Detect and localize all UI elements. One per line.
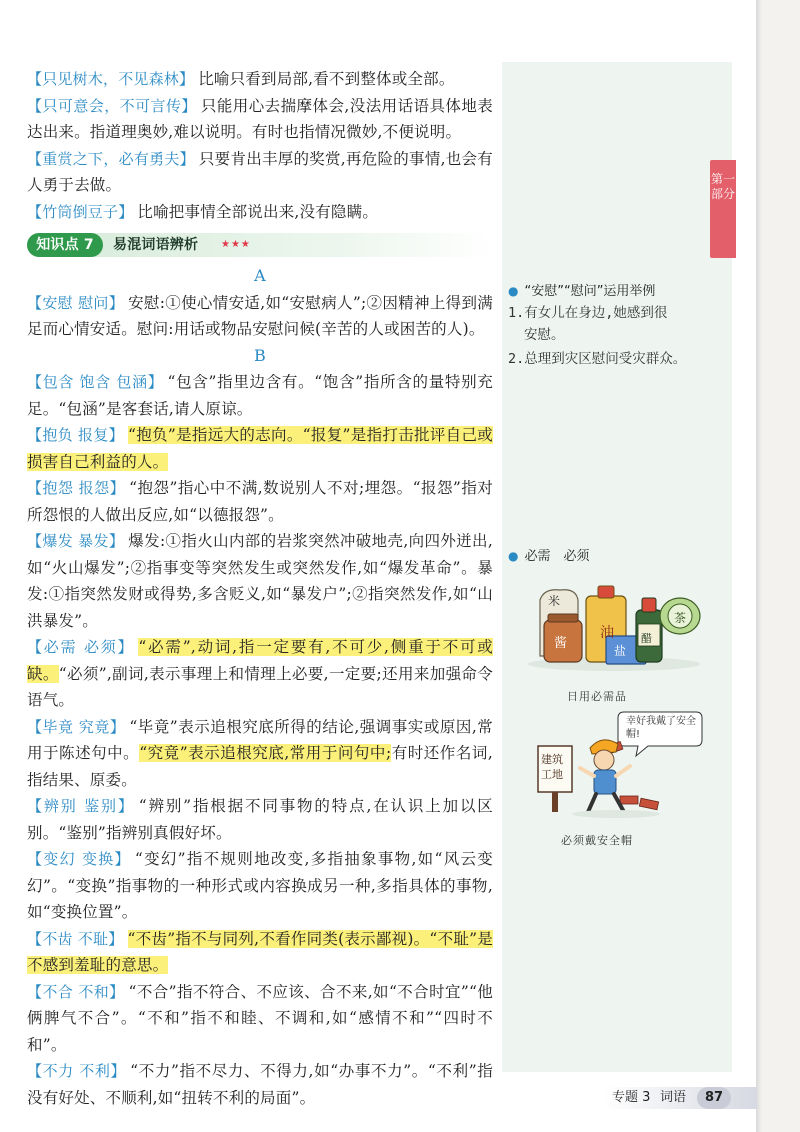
page-number: 87 — [697, 1087, 731, 1109]
bullet-icon: ● — [508, 284, 519, 298]
bullet-icon: ● — [508, 549, 519, 563]
speech-bubble-text: 幸好我戴了安全帽! — [626, 716, 696, 740]
entry-baoyuan — [27, 475, 493, 528]
entry-buhe — [27, 979, 493, 1059]
entry-text: 只能用心去揣摩体会,没法用话语具体地表达出来。指道理奥妙,难以说明。有时也指情况微妙,不便说明。 — [27, 96, 494, 141]
note-bixu-title — [508, 545, 590, 564]
label-rice: 米 — [548, 594, 562, 608]
entry-term: 【安慰 慰问】 — [27, 293, 125, 312]
entry-term: 【不齿 不耻】 — [27, 929, 124, 948]
entry-term: 【辨别 鉴别】 — [27, 797, 135, 815]
section-tab: 第一部分 — [710, 160, 736, 258]
entry-text: 比喻只看到局部,看不到整体或全部。 — [198, 70, 455, 88]
entry-term: 【重赏之下，必有勇夫】 — [27, 149, 195, 168]
entry-buli — [27, 1058, 493, 1111]
page-edge — [756, 0, 762, 1132]
entry-text: 只要肯出丰厚的奖赏,再危险的事情,也会有人勇于去做。 — [27, 149, 494, 194]
entry-bijing — [27, 714, 493, 794]
note-title-text: 必需 必须 — [524, 549, 590, 564]
entry-text: 安慰:①使心情安适,如“安慰病人”;②因精神上得到满足而心情安适。慰问:用话或物品安慰问候(辛苦的人或困苦的人)。 — [27, 293, 494, 338]
note-line: 2.总理到灾区慰问受灾群众。 — [508, 351, 687, 367]
entry-bianhuan — [27, 846, 493, 926]
knowledge-point-title: 易混词语辨析 — [113, 237, 199, 253]
label-vinegar: 醋 — [641, 632, 653, 645]
entry-text: “毕竟”表示追根究底所得的结论,强调事实或原因,常用于陈述句中。 — [27, 717, 493, 762]
section-letter-a: A — [254, 266, 266, 285]
entry-anwei — [27, 290, 493, 343]
entry-baofa — [27, 528, 493, 634]
label-tea: 茶 — [674, 611, 688, 625]
entry-zhike — [27, 93, 493, 146]
section-letter-b: B — [254, 345, 266, 365]
highlighted-text: “必需”,动词,指一定要有,不可少,侧重于不可或缺。 — [27, 638, 494, 683]
entry-term: 【变幻 变换】 — [27, 850, 131, 868]
entry-bianbie — [27, 793, 493, 846]
entry-baohan — [27, 369, 493, 422]
entry-text: “变幻”指不规则地改变,多指抽象事物,如“风云变幻”。“变换”指事物的一种形式或内容换成另一种,多指具体的事物,如“变换位置”。 — [27, 850, 493, 921]
label-oil: 油 — [600, 625, 615, 641]
knowledge-point-tag: 知识点 7 — [27, 233, 103, 257]
footer-topic-title: 词语 — [660, 1090, 687, 1105]
entry-text: 爆发:①指火山内部的岩浆突然冲破地壳,向四外迸出,如“火山爆发”;②指事变等突然发生或突然发作,如“爆发革命”。暴发:①指突然发财或得势,多含贬义,如“暴发户”;②指突然发作,如“山洪暴发”。 — [27, 532, 494, 630]
entry-term: 【不合 不和】 — [27, 982, 125, 1001]
note-anwei-title — [508, 280, 655, 299]
entry-text: 有时还作名词,指结果、原委。 — [27, 744, 493, 789]
entry-term: 【竹筒倒豆子】 — [27, 202, 134, 221]
entry-term: 【抱怨 报怨】 — [27, 479, 126, 497]
note-line: 1.有女儿在身边,她感到很 — [508, 305, 668, 321]
entry-text: “不合”指不符合、不应该、合不来,如“不合时宜”“他俩脾气不合”。“不和”指不和睦、不调和,如“感情不和”“四时不和”。 — [27, 982, 494, 1054]
entry-zhijian — [27, 66, 493, 93]
entry-text: “抱怨”指心中不满,数说别人不对;埋怨。“报怨”指对所怨恨的人做出反应,如“以德报怨”。 — [27, 479, 493, 524]
entry-term: 【包含 饱含 包涵】 — [27, 373, 164, 391]
note-title-text: “安慰”“慰问”运用举例 — [524, 284, 656, 299]
entry-baofu — [27, 422, 493, 475]
highlighted-text: “不齿”指不与同列,不看作同类(表示鄙视)。“不耻”是不感到羞耻的意思。 — [27, 929, 493, 974]
entry-term: 【不力 不利】 — [27, 1062, 127, 1080]
figure-caption: 日用必需品 — [567, 690, 627, 703]
entry-text: “不力”指不尽力、不得力,如“办事不力”。“不利”指没有好处、不顺利,如“扭转不利的局面”。 — [27, 1062, 493, 1107]
entry-term: 【抱负 报复】 — [27, 426, 124, 444]
highlighted-text: “抱负”是指远大的志向。“报复”是指打击批评自己或损害自己利益的人。 — [27, 426, 494, 471]
entry-text: 比喻把事情全部说出来,没有隐瞒。 — [137, 202, 379, 221]
entry-zhutong — [27, 199, 493, 226]
entry-term: 【爆发 暴发】 — [27, 532, 125, 550]
highlighted-text: “究竟”表示追根究底,常用于问句中; — [139, 744, 392, 762]
entry-bixu — [27, 634, 493, 714]
entry-text: “辨别”指根据不同事物的特点,在认识上加以区别。“鉴别”指辨别真假好坏。 — [27, 797, 494, 842]
label-salt: 盐 — [614, 644, 628, 658]
entry-term: 【只见树木，不见森林】 — [27, 70, 195, 88]
entry-buchi — [27, 926, 493, 979]
knowledge-point-header — [27, 233, 493, 257]
entry-zhongshang — [27, 146, 493, 199]
entry-text: “包含”指里边含有。“饱含”指所含的量特别充足。“包涵”是客套话,请人原谅。 — [27, 373, 493, 418]
note-line: 安慰。 — [524, 327, 565, 343]
entry-text: “必须”,副词,表示事理上和情理上必要,一定要;还用来加强命令语气。 — [27, 664, 493, 709]
entry-term: 【必需 必须】 — [27, 638, 135, 656]
footer-topic: 专题 3 — [612, 1090, 651, 1105]
figure-caption: 必须戴安全帽 — [561, 834, 633, 847]
sidebar-panel — [502, 62, 732, 1072]
entry-term: 【只可意会，不可言传】 — [27, 96, 197, 115]
main-text — [27, 66, 493, 1111]
site-sign-text: 建筑工地 — [541, 753, 563, 781]
difficulty-stars: ★★★ — [221, 239, 251, 250]
entry-term: 【毕竟 究竟】 — [27, 717, 126, 736]
label-sauce: 酱 — [554, 636, 569, 651]
